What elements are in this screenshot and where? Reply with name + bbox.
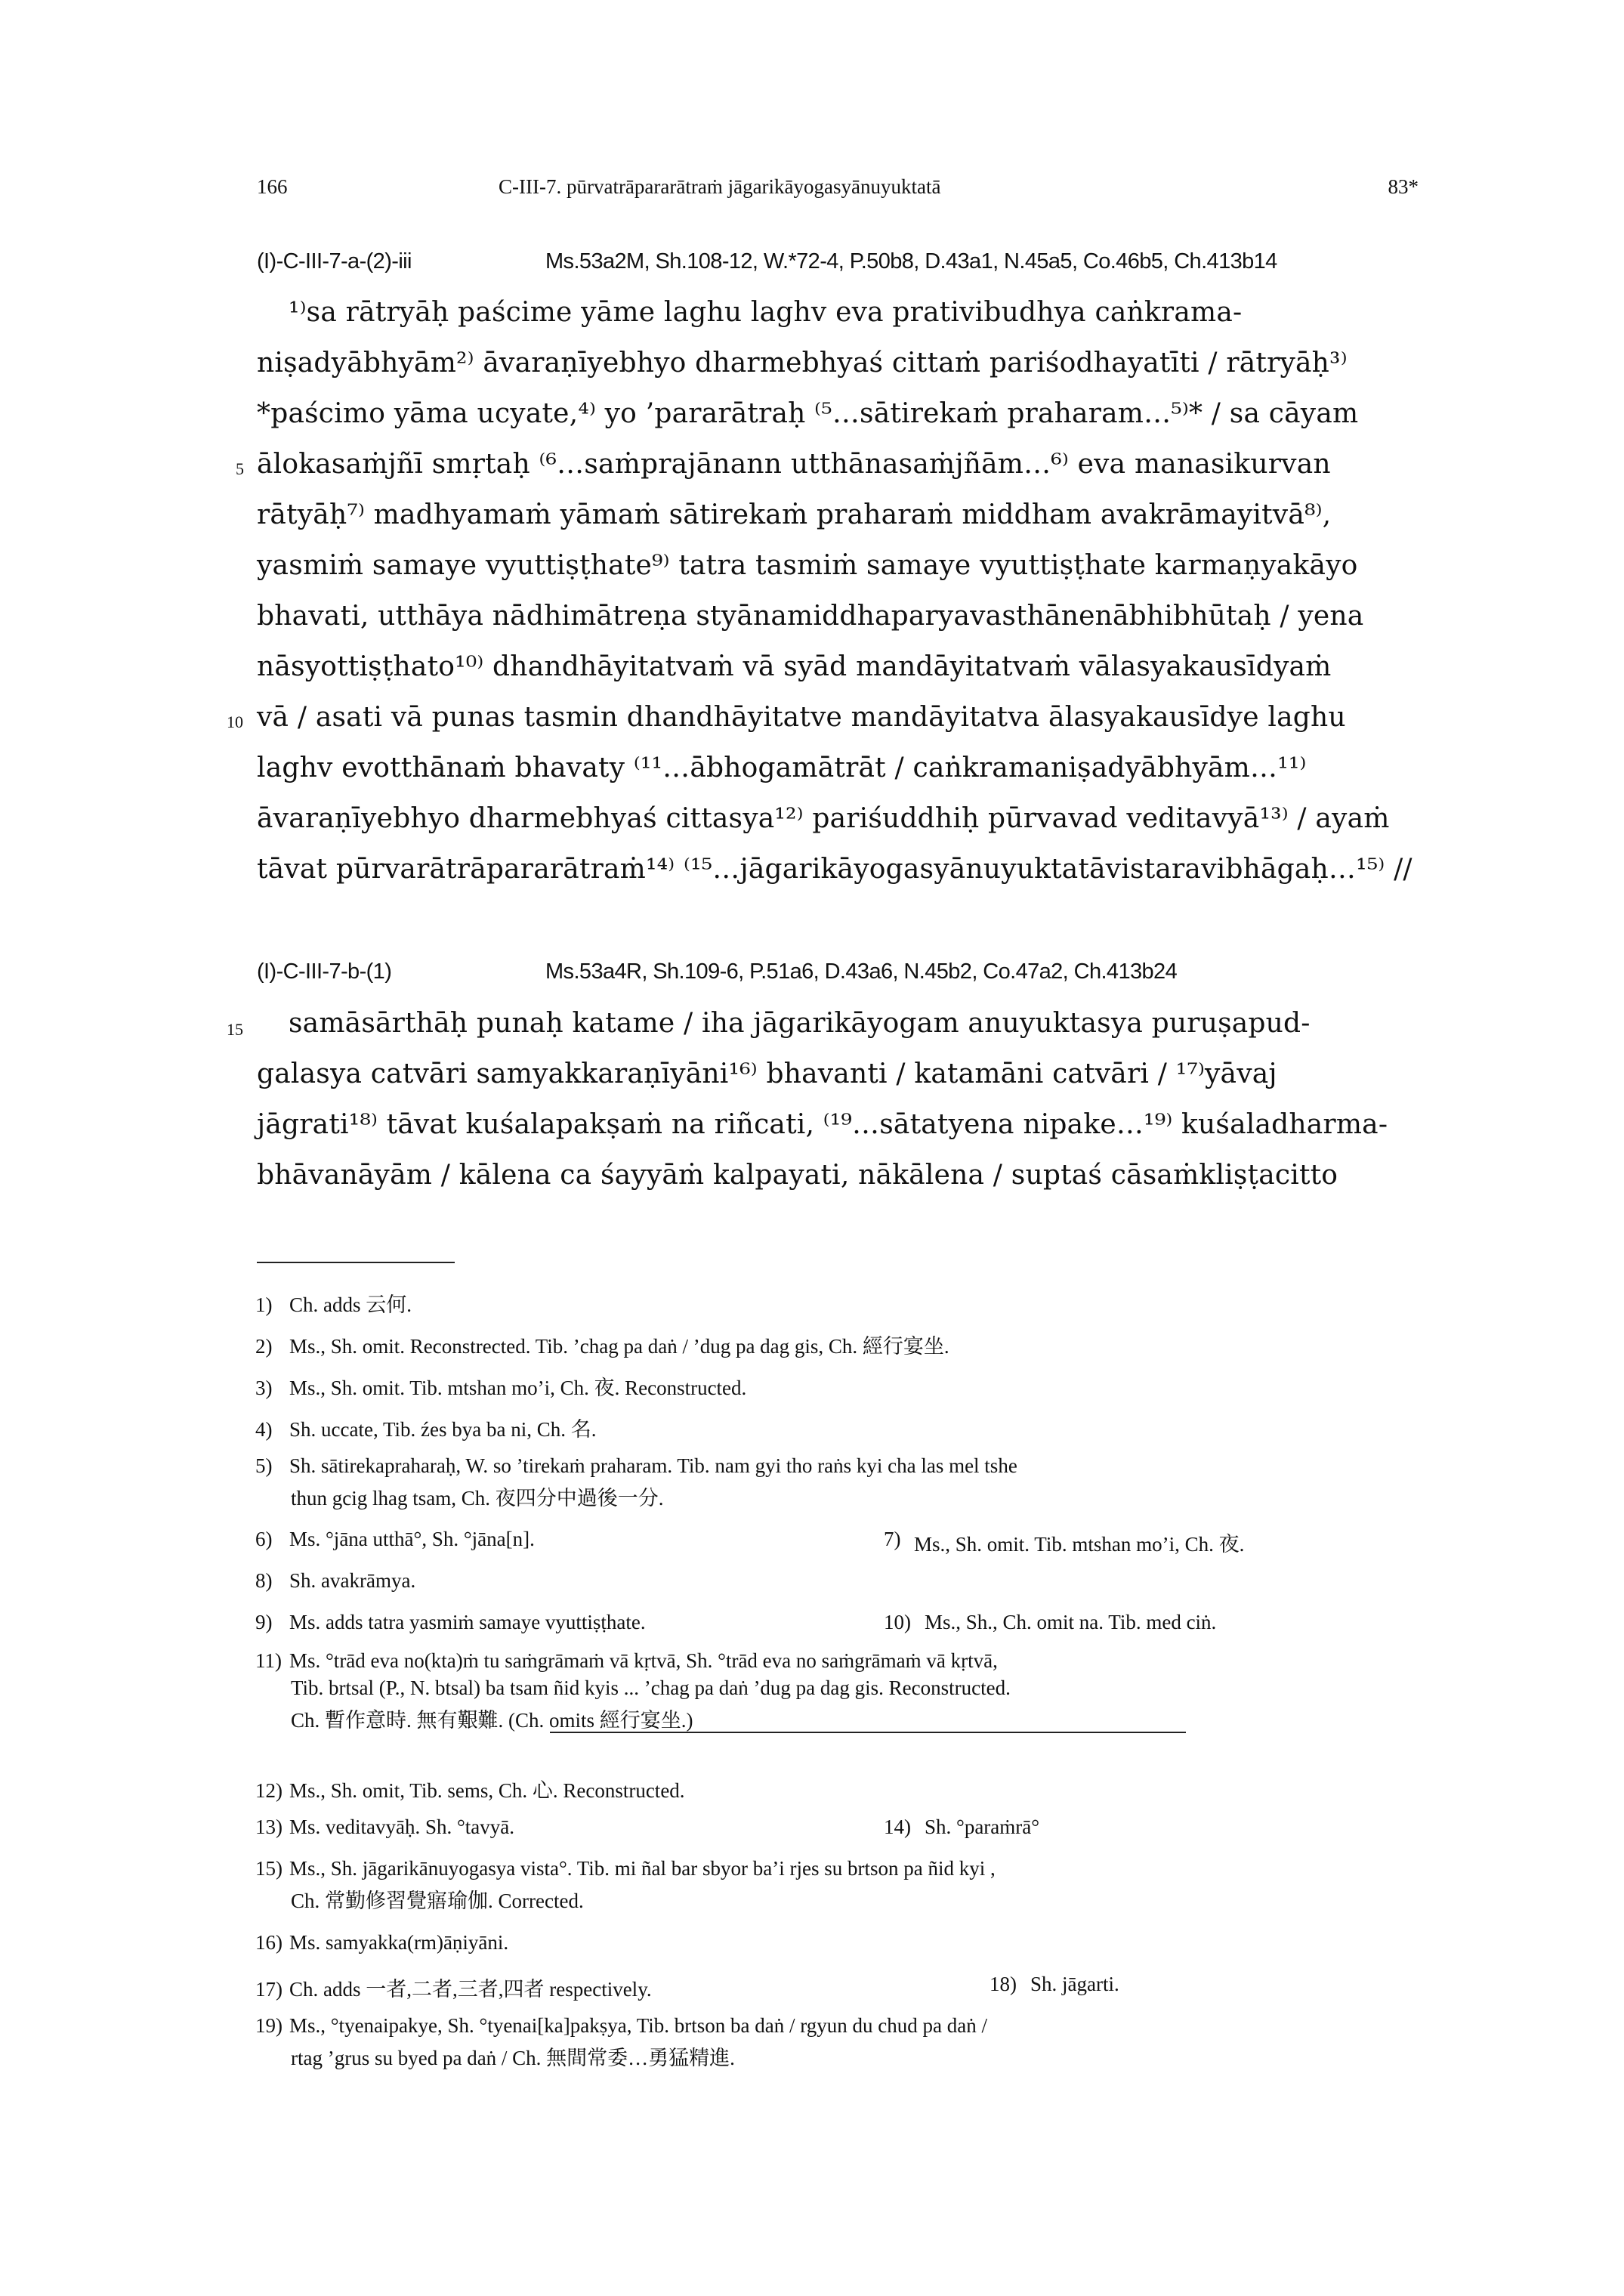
footnote-text: Ms., Sh. omit. Tib. mtshan mo’i, Ch. 夜. Reconstructed. <box>289 1377 747 1399</box>
footnote-number: 9) <box>255 1611 273 1633</box>
footnote-text: Ms., Sh. jāgarikānuyogasya vista°. Tib. mi ñal bar sbyor ba’i rjes su brtson pa ñid kyi , <box>289 1857 996 1880</box>
text-line: niṣadyābhyām²⁾ āvaraṇīyebhyo dharmebhyaś cittaṁ pariśodhayatīti / rātryāḥ³⁾ <box>257 348 1348 379</box>
footnote-number: 13) <box>255 1815 283 1838</box>
section-references: Ms.53a2M, Sh.108-12, W.*72-4, P.50b8, D.43a1, N.45a5, Co.46b5, Ch.413b14 <box>545 249 1277 273</box>
footnote-text: Ch. adds 一者,二者,三者,四者 respectively. <box>289 1978 652 2001</box>
footnote-text: Sh. sātirekapraharaḥ, W. so ’tirekaṁ praharam. Tib. nam gyi tho raṅs kyi cha las mel tshe <box>289 1454 1017 1477</box>
text-line: yasmiṁ samaye vyuttiṣṭhate⁹⁾ tatra tasmiṁ samaye vyuttiṣṭhate karmaṇyakāyo <box>257 550 1358 581</box>
footnote <box>255 1569 415 1593</box>
footnote-text: Ms., Sh. omit. Tib. mtshan mo’i, Ch. 夜. <box>914 1533 1245 1556</box>
footnote-text: Ms., Sh. omit, Tib. sems, Ch. 心. Reconstructed. <box>289 1779 685 1802</box>
text-line: samāsārthāḥ punaḥ katame / iha jāgarikāyogam anuyuktasya puruṣapud- <box>289 1008 1311 1039</box>
text-line: nāsyottiṣṭhato¹⁰⁾ dhandhāyitatvaṁ vā syād mandāyitatvaṁ vālasyakausīdyaṁ <box>257 651 1332 682</box>
section-id: (I)-C-III-7-a-(2)-iii <box>257 249 412 273</box>
footnote <box>255 1973 1419 2002</box>
page-number: 166 <box>257 175 288 198</box>
text-line: ālokasaṁjñī smṛtaḥ ⁽⁶…saṁprajānann utthānasaṁjñām…⁶⁾ eva manasikurvan <box>257 449 1331 480</box>
footnote <box>255 1454 1017 1515</box>
footnote <box>255 1288 412 1318</box>
text-line: rātyāḥ⁷⁾ madhyamaṁ yāmaṁ sātirekaṁ praharaṁ middham avakrāmayitvā⁸⁾, <box>257 499 1332 530</box>
footnote-number: 19) <box>255 2014 283 2037</box>
footnote-text: Sh. jāgarti. <box>1030 1973 1119 1995</box>
section-heading-2 <box>257 959 1420 990</box>
text-line: *paścimo yāma ucyate,⁴⁾ yo ’pararātraḥ ⁽⁵…sātirekaṁ praharam…⁵⁾* / sa cāyam <box>257 398 1359 429</box>
footnote-continuation: rtag ’grus su byed pa daṅ / Ch. 無間常委…勇猛精進. <box>291 2047 735 2069</box>
text-line: laghv evotthānaṁ bhavaty ⁽¹¹…ābhogamātrāt / caṅkramaniṣadyābhyām…¹¹⁾ <box>257 752 1307 783</box>
footnote <box>255 1774 685 1803</box>
section-id: (I)-C-III-7-b-(1) <box>257 959 392 984</box>
footnote-text: Ms., Sh. omit. Reconstrected. Tib. ’chag pa daṅ / ’dug pa dag gis, Ch. 經行宴坐. <box>289 1335 949 1358</box>
text-line: galasya catvāri samyakkaraṇīyāni¹⁶⁾ bhavanti / katamāni catvāri / ¹⁷⁾yāvaj <box>257 1058 1277 1089</box>
underline-mark <box>550 1732 1186 1733</box>
footnote-text: Ms. °trād eva no(kta)ṁ tu saṁgrāmaṁ vā kṛtvā, Sh. °trād eva no saṁgrāmaṁ vā kṛtvā, <box>289 1649 998 1672</box>
footnote-text: Ms., Sh., Ch. omit na. Tib. med ciṅ. <box>925 1611 1217 1633</box>
footnote-continuation: Ch. 暫作意時. 無有艱難. (Ch. omits 經行宴坐.) <box>291 1709 693 1732</box>
footnote-number: 8) <box>255 1569 273 1592</box>
footnote-continuation: Ch. 常勤修習覺寤瑜伽. Corrected. <box>291 1890 584 1912</box>
footnote-number: 5) <box>255 1454 273 1477</box>
footnote <box>255 1815 1419 1839</box>
line-number: 5 <box>236 459 244 478</box>
text-line: bhāvanāyām / kālena ca śayyāṁ kalpayati, nākālena / suptaś cāsaṁkliṣṭacitto <box>257 1160 1338 1191</box>
footnote <box>255 1611 1419 1634</box>
footnote-number: 4) <box>255 1418 273 1441</box>
footnote-text: Ch. adds 云何. <box>289 1293 412 1316</box>
text-line: ¹⁾sa rātryāḥ paścime yāme laghu laghv eva prativibudhya caṅkrama- <box>289 297 1243 328</box>
footnote-rule <box>257 1262 455 1263</box>
footnote-number: 6) <box>255 1528 273 1550</box>
footnote <box>255 1330 949 1359</box>
footnote-number: 17) <box>255 1978 283 2001</box>
line-number: 10 <box>227 712 243 731</box>
footnote-number: 1) <box>255 1293 273 1316</box>
footnote <box>255 1857 996 1917</box>
footnote-text: Ms. veditavyāḥ. Sh. °tavyā. <box>289 1815 515 1838</box>
footnote-continuation: Tib. brtsal (P., N. btsal) ba tsam ñid kyis ... ’chag pa daṅ ’dug pa dag gis. Reconstructed. <box>291 1676 1011 1699</box>
footnote-number: 3) <box>255 1377 273 1399</box>
footnote-number: 7) <box>884 1528 901 1550</box>
footnote-text: Ms. °jāna utthā°, Sh. °jāna[n]. <box>289 1528 535 1550</box>
footnote-number: 15) <box>255 1857 283 1880</box>
footnote <box>255 1528 1419 1556</box>
footnote <box>255 1931 508 1955</box>
footnote-text: Ms., °tyenaipakye, Sh. °tyenai[ka]pakṣya, Tib. brtson ba daṅ / rgyun du chud pa daṅ / <box>289 2014 987 2037</box>
footnote-text: Ms. adds tatra yasmiṁ samaye vyuttiṣṭhate. <box>289 1611 646 1633</box>
footnote-continuation: thun gcig lhag tsam, Ch. 夜四分中過後一分. <box>291 1487 664 1510</box>
footnote <box>255 1371 746 1401</box>
section-heading-1 <box>257 249 1420 280</box>
footnote-number: 14) <box>884 1815 911 1838</box>
text-line: jāgrati¹⁸⁾ tāvat kuśalapakṣaṁ na riñcati, ⁽¹⁹…sātatyena nipake…¹⁹⁾ kuśaladharma- <box>257 1109 1388 1140</box>
footnote-text: Sh. °paraṁrā° <box>925 1815 1040 1838</box>
footnote-number: 16) <box>255 1931 283 1954</box>
footnote-text: Ms. samyakka(rm)āṇiyāni. <box>289 1931 509 1954</box>
footnote-text: Sh. uccate, Tib. źes bya ba ni, Ch. 名. <box>289 1418 597 1441</box>
folio-number: 83* <box>1388 175 1419 198</box>
footnote-text: Sh. avakrāmya. <box>289 1569 416 1592</box>
text-line: āvaraṇīyebhyo dharmebhyaś cittasya¹²⁾ pariśuddhiḥ pūrvavad veditavyā¹³⁾ / ayaṁ <box>257 803 1390 834</box>
footnote-number: 12) <box>255 1779 283 1802</box>
running-title: C-III-7. pūrvatrāpararātraṁ jāgarikāyogasyānuyuktatā <box>499 175 941 198</box>
text-line: tāvat pūrvarātrāpararātraṁ¹⁴⁾ ⁽¹⁵…jāgarikāyogasyānuyuktatāvistaravibhāgaḥ…¹⁵⁾ // <box>257 854 1413 885</box>
text-line: bhavati, utthāya nādhimātreṇa styānamiddhaparyavasthānenābhibhūtaḥ / yena <box>257 601 1364 632</box>
footnote-number: 18) <box>990 1973 1017 1995</box>
footnote-number: 2) <box>255 1335 273 1358</box>
footnote-number: 11) <box>255 1649 282 1672</box>
line-number: 15 <box>227 1020 243 1039</box>
footnote <box>255 2014 987 2075</box>
text-line: vā / asati vā punas tasmin dhandhāyitatve mandāyitatva ālasyakausīdye laghu <box>257 702 1346 733</box>
footnote-number: 10) <box>884 1611 911 1633</box>
section-references: Ms.53a4R, Sh.109-6, P.51a6, D.43a6, N.45b2, Co.47a2, Ch.413b24 <box>545 959 1178 984</box>
running-head <box>257 175 1419 205</box>
footnote <box>255 1413 596 1442</box>
